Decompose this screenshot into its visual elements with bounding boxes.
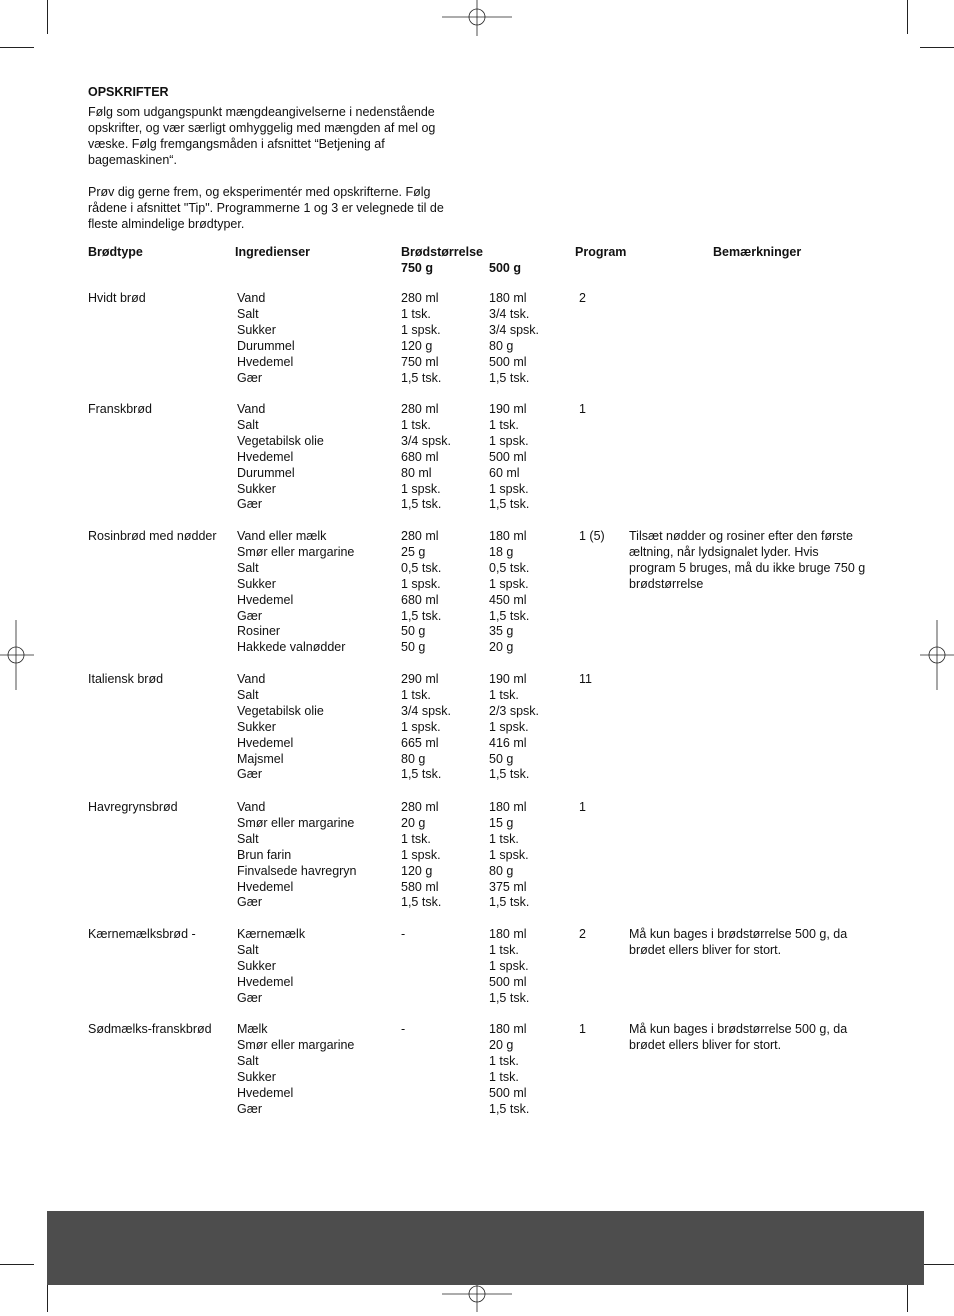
registration-mark-right (918, 620, 954, 690)
column-header-size: Brødstørrelse (401, 245, 483, 259)
ingredient-name: Smør eller margarine (237, 816, 355, 830)
amount-500g: 1,5 tsk. (489, 609, 530, 623)
amount-500g: 50 g (489, 752, 514, 766)
amount-500g: 1 tsk. (489, 943, 519, 957)
amount-750g: - (401, 927, 406, 941)
amount-500g: 35 g (489, 624, 514, 638)
recipe-name: Havregrynsbrød (88, 800, 178, 814)
crop-mark (0, 47, 34, 48)
ingredient-name: Vegetabilsk olie (237, 704, 324, 718)
crop-mark (920, 47, 954, 48)
amount-500g: 450 ml (489, 593, 527, 607)
amount-750g: 280 ml (401, 291, 439, 305)
ingredient-name: Hvedemel (237, 1086, 294, 1100)
ingredient-name: Hvedemel (237, 736, 294, 750)
ingredient-name: Sukker (237, 1070, 276, 1084)
crop-mark (0, 1264, 34, 1265)
ingredient-name: Durummel (237, 339, 295, 353)
amount-750g: 3/4 spsk. (401, 704, 452, 718)
registration-mark-top (442, 0, 512, 40)
amount-500g: 1 spsk. (489, 482, 529, 496)
amount-500g: 1 spsk. (489, 848, 529, 862)
recipe-name: Kærnemælksbrød - (88, 927, 196, 941)
ingredient-name: Salt (237, 418, 259, 432)
amount-500g: 190 ml (489, 672, 527, 686)
amount-750g: 1 tsk. (401, 688, 431, 702)
amount-500g: 1 spsk. (489, 577, 529, 591)
ingredient-name: Gær (237, 609, 262, 623)
amount-500g: 1,5 tsk. (489, 1102, 530, 1116)
ingredient-name: Finvalsede havregryn (237, 864, 357, 878)
ingredient-name: Kærnemælk (237, 927, 306, 941)
amount-750g: 580 ml (401, 880, 439, 894)
column-header-ingredients: Ingredienser (235, 245, 311, 259)
crop-mark (907, 0, 908, 34)
recipe-name: Sødmælks-franskbrød (88, 1022, 212, 1036)
page-title: OPSKRIFTER (88, 85, 169, 99)
ingredient-name: Hvedemel (237, 880, 294, 894)
amount-750g: 80 ml (401, 466, 432, 480)
amount-750g: 50 g (401, 640, 426, 654)
amount-500g: 190 ml (489, 402, 527, 416)
crop-mark (47, 0, 48, 34)
amount-750g: 1 spsk. (401, 848, 441, 862)
registration-mark-left (0, 620, 36, 690)
amount-500g: 20 g (489, 640, 514, 654)
amount-750g: - (401, 1022, 406, 1036)
ingredient-name: Vand eller mælk (237, 529, 327, 543)
ingredient-name: Salt (237, 943, 259, 957)
recipe-program: 2 (579, 927, 586, 941)
ingredient-name: Gær (237, 767, 262, 781)
ingredient-name: Gær (237, 991, 262, 1005)
ingredient-name: Sukker (237, 482, 276, 496)
amount-500g: 1 tsk. (489, 688, 519, 702)
column-header-bread-type: Brødtype (88, 245, 143, 259)
recipe-name: Franskbrød (88, 402, 152, 416)
ingredient-name: Salt (237, 307, 259, 321)
amount-750g: 750 ml (401, 355, 439, 369)
intro-paragraph: Følg som udgangspunkt mængdeangivelserne i nedenstående opskrifter, og vær særligt omhyggelig med mængden af mel og væske. Følg fremgangsmåden i afsnittet “Betjening af bagemaskinen“. (88, 105, 436, 167)
ingredient-name: Smør eller margarine (237, 545, 355, 559)
footer-band (47, 1211, 924, 1285)
amount-750g: 680 ml (401, 450, 439, 464)
ingredient-name: Salt (237, 1054, 259, 1068)
ingredient-name: Vand (237, 291, 266, 305)
recipe-program: 2 (579, 291, 586, 305)
ingredient-name: Sukker (237, 577, 276, 591)
ingredient-name: Vand (237, 402, 266, 416)
ingredient-name: Vand (237, 800, 266, 814)
amount-750g: 1 tsk. (401, 418, 431, 432)
recipe-program: 1 (579, 402, 586, 416)
amount-750g: 80 g (401, 752, 426, 766)
ingredient-name: Mælk (237, 1022, 268, 1036)
ingredient-name: Sukker (237, 959, 276, 973)
amount-750g: 0,5 tsk. (401, 561, 442, 575)
amount-500g: 20 g (489, 1038, 514, 1052)
ingredient-name: Gær (237, 371, 262, 385)
recipe-program: 11 (579, 672, 592, 686)
recipe-name: Rosinbrød med nødder (88, 529, 217, 543)
ingredient-name: Hvedemel (237, 450, 294, 464)
ingredient-name: Durummel (237, 466, 295, 480)
amount-500g: 3/4 tsk. (489, 307, 530, 321)
amount-500g: 500 ml (489, 355, 527, 369)
ingredient-name: Gær (237, 895, 262, 909)
amount-750g: 3/4 spsk. (401, 434, 452, 448)
amount-500g: 1 spsk. (489, 959, 529, 973)
ingredient-name: Salt (237, 832, 259, 846)
amount-750g: 280 ml (401, 402, 439, 416)
amount-500g: 500 ml (489, 450, 527, 464)
ingredient-name: Hvedemel (237, 593, 294, 607)
recipe-name: Italiensk brød (88, 672, 164, 686)
recipe-note: Må kun bages i brødstørrelse 500 g, da brødet ellers bliver for stort. (629, 1022, 848, 1052)
amount-500g: 500 ml (489, 975, 527, 989)
amount-750g: 1 spsk. (401, 482, 441, 496)
amount-500g: 80 g (489, 339, 514, 353)
amount-750g: 120 g (401, 339, 433, 353)
amount-500g: 1 tsk. (489, 1070, 519, 1084)
amount-500g: 2/3 spsk. (489, 704, 540, 718)
amount-500g: 80 g (489, 864, 514, 878)
amount-750g: 1 spsk. (401, 720, 441, 734)
column-header-500g: 500 g (489, 261, 521, 275)
amount-750g: 1,5 tsk. (401, 371, 442, 385)
ingredient-name: Hvedemel (237, 975, 294, 989)
column-header-remarks: Bemærkninger (713, 245, 802, 259)
amount-500g: 1,5 tsk. (489, 767, 530, 781)
amount-500g: 1,5 tsk. (489, 497, 530, 511)
ingredient-name: Sukker (237, 323, 276, 337)
amount-500g: 180 ml (489, 800, 527, 814)
ingredient-name: Sukker (237, 720, 276, 734)
amount-500g: 1,5 tsk. (489, 895, 530, 909)
amount-750g: 680 ml (401, 593, 439, 607)
recipe-note: Tilsæt nødder og rosiner efter den første æltning, når lydsignalet lyder. Hvis program 5 bruges, må du ikke bruge 750 g brødstørrelse (629, 529, 866, 591)
ingredient-name: Majsmel (237, 752, 284, 766)
amount-500g: 60 ml (489, 466, 520, 480)
amount-500g: 500 ml (489, 1086, 527, 1100)
amount-500g: 375 ml (489, 880, 527, 894)
amount-500g: 18 g (489, 545, 514, 559)
amount-750g: 1 tsk. (401, 307, 431, 321)
amount-500g: 1 tsk. (489, 1054, 519, 1068)
amount-750g: 120 g (401, 864, 433, 878)
amount-750g: 1,5 tsk. (401, 497, 442, 511)
amount-750g: 1 spsk. (401, 577, 441, 591)
amount-500g: 3/4 spsk. (489, 323, 540, 337)
amount-500g: 416 ml (489, 736, 527, 750)
amount-750g: 1 spsk. (401, 323, 441, 337)
column-header-program: Program (575, 245, 627, 259)
recipe-name: Hvidt brød (88, 291, 146, 305)
amount-500g: 1 tsk. (489, 418, 519, 432)
amount-750g: 280 ml (401, 800, 439, 814)
ingredient-name: Vand (237, 672, 266, 686)
amount-750g: 1,5 tsk. (401, 609, 442, 623)
ingredient-name: Rosiner (237, 624, 281, 638)
amount-500g: 1 spsk. (489, 720, 529, 734)
amount-750g: 50 g (401, 624, 426, 638)
amount-500g: 180 ml (489, 927, 527, 941)
amount-500g: 1 spsk. (489, 434, 529, 448)
ingredient-name: Hakkede valnødder (237, 640, 346, 654)
recipe-program: 1 (579, 800, 586, 814)
ingredient-name: Vegetabilsk olie (237, 434, 324, 448)
intro-paragraph: Prøv dig gerne frem, og eksperimentér med opskrifterne. Følg rådene i afsnittet "Tip". Programmerne 1 og 3 er velegnede til de fleste almindelige brødtyper. (88, 185, 444, 231)
ingredient-name: Brun farin (237, 848, 292, 862)
ingredient-name: Hvedemel (237, 355, 294, 369)
amount-500g: 0,5 tsk. (489, 561, 530, 575)
amount-500g: 1,5 tsk. (489, 371, 530, 385)
recipe-program: 1 (5) (579, 529, 605, 543)
amount-500g: 180 ml (489, 529, 527, 543)
recipe-program: 1 (579, 1022, 586, 1036)
amount-500g: 180 ml (489, 1022, 527, 1036)
ingredient-name: Gær (237, 1102, 262, 1116)
amount-750g: 280 ml (401, 529, 439, 543)
amount-500g: 180 ml (489, 291, 527, 305)
ingredient-name: Salt (237, 561, 259, 575)
amount-500g: 1 tsk. (489, 832, 519, 846)
amount-750g: 20 g (401, 816, 426, 830)
ingredient-name: Smør eller margarine (237, 1038, 355, 1052)
amount-500g: 1,5 tsk. (489, 991, 530, 1005)
amount-500g: 15 g (489, 816, 514, 830)
ingredient-name: Gær (237, 497, 262, 511)
amount-750g: 1,5 tsk. (401, 767, 442, 781)
amount-750g: 1 tsk. (401, 832, 431, 846)
recipe-note: Må kun bages i brødstørrelse 500 g, da brødet ellers bliver for stort. (629, 927, 848, 957)
amount-750g: 665 ml (401, 736, 439, 750)
amount-750g: 25 g (401, 545, 426, 559)
ingredient-name: Salt (237, 688, 259, 702)
column-header-750g: 750 g (401, 261, 433, 275)
crop-mark (920, 1264, 954, 1265)
amount-750g: 290 ml (401, 672, 439, 686)
amount-750g: 1,5 tsk. (401, 895, 442, 909)
